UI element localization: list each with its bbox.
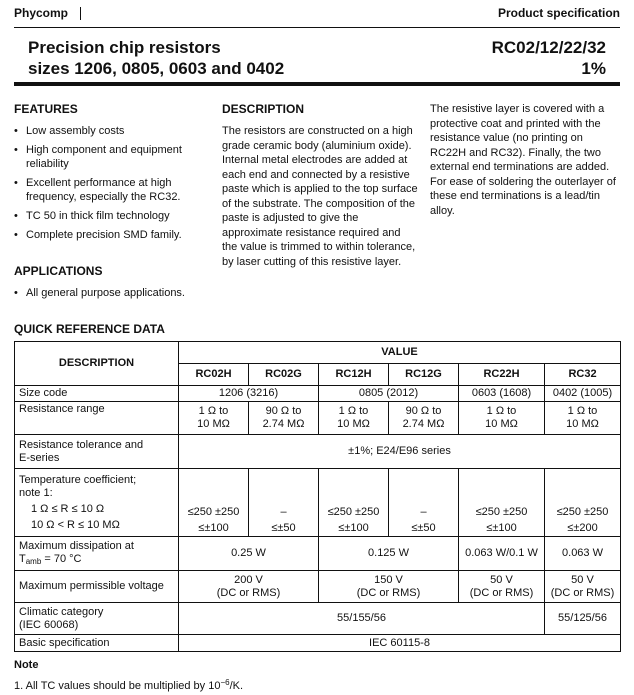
row-label: Size code [15,386,179,402]
table-cell: 0402 (1005) [545,386,621,402]
page-header [14,6,620,26]
table-cell: 150 V (DC or RMS) [319,571,459,603]
table-cell: 0.125 W [319,537,459,571]
applications-heading: APPLICATIONS [14,264,103,278]
table-cell: – ≤±50 [389,469,459,537]
list-item: • TC 50 in thick film technology [14,209,204,223]
table-cell: 0.063 W [545,537,621,571]
table-cell: 0.063 W/0.1 W [459,537,545,571]
company-name: Phycomp [14,6,69,20]
row-label: Temperature coefficient; note 1: 1 Ω ≤ R ≤ 10 Ω 10 Ω < R ≤ 10 MΩ [15,469,179,537]
col-description-header: DESCRIPTION [15,342,179,386]
type-header: RC12H [319,364,389,386]
list-item: • Low assembly costs [14,124,204,138]
note-text: 1. All TC values should be multiplied by $10^{-6}/K$. [14,678,244,692]
table-cell: 55/125/56 [545,603,621,635]
tolerance-title: 1% [581,59,606,78]
features-heading: FEATURES [14,102,78,116]
row-label: Maximum dissipation at $T_{amb} = 70$ °C [15,537,179,571]
applications-list [14,286,214,305]
description-paragraph-1: The resistors are constructed on a high grade ceramic body (aluminium oxide). Internal metal electrodes are added at each end and connected by a resistive paste which is applied to the top surface of the substrate. The composition of the paste is adjusted to give the approximate resistance required and the value is trimmed to within tolerance, by laser cutting of this resistive layer. [222,125,418,268]
table-cell: ≤250 ±250 ≤±100 [459,469,545,537]
table-cell: 1 Ω to 10 MΩ [545,402,621,435]
table-cell: 90 Ω to 2.74 MΩ [249,402,319,435]
qrd-heading: QUICK REFERENCE DATA [14,322,165,336]
table-row [15,469,621,537]
table-row [15,537,621,571]
features-list [14,124,204,247]
description-paragraph-2: The resistive layer is covered with a protective coat and printed with the resistance value (no printing on RC22H and RC32). Finally, the two external end terminations are added. For ease of soldering the outerlayer of these end terminations is a lead/tin alloy. [430,103,616,217]
header-rule [14,27,620,28]
table-row [15,635,621,652]
title-rule [14,82,620,86]
row-label: Resistance tolerance and E-series [15,435,179,469]
document-type: Product specification [497,6,620,20]
type-header: RC02H [179,364,249,386]
row-label: Maximum permissible voltage [15,571,179,603]
list-item: • All general purpose applications. [14,286,214,300]
table-cell: – ≤±50 [249,469,319,537]
title-line-1: Precision chip resistors [28,38,221,57]
product-code: RC02/12/22/32 [491,38,606,57]
table-row [15,603,621,635]
table-cell: 1 Ω to 10 MΩ [459,402,545,435]
table-cell: 1206 (3216) [179,386,319,402]
table-cell: 1 Ω to 10 MΩ [319,402,389,435]
type-header: RC32 [545,364,621,386]
table-row [15,435,621,469]
table-cell: 1 Ω to 10 MΩ [179,402,249,435]
header-tick [80,7,81,20]
table-cell: ≤250 ±250 ≤±100 [179,469,249,537]
list-item: • Complete precision SMD family. [14,228,204,242]
table-row [15,571,621,603]
row-label: Resistance range [15,402,179,435]
type-header: RC22H [459,364,545,386]
col-value-header: VALUE [179,342,621,364]
table-row [15,402,621,435]
table-cell: 0805 (2012) [319,386,459,402]
table-cell: 55/155/56 [179,603,545,635]
table-cell: 50 V (DC or RMS) [459,571,545,603]
title-line-2: sizes 1206, 0805, 0603 and 0402 [28,59,285,78]
row-label: Basic specification [15,635,179,652]
table-cell: 200 V (DC or RMS) [179,571,319,603]
table-cell: 0.25 W [179,537,319,571]
description-heading: DESCRIPTION [222,102,305,116]
table-cell: 0603 (1608) [459,386,545,402]
table-row [15,386,621,402]
table-cell: ±1%; E24/E96 series [179,435,621,469]
table-cell: 50 V (DC or RMS) [545,571,621,603]
type-header: RC12G [389,364,459,386]
quick-reference-table [14,341,621,652]
note-heading: Note [14,659,39,671]
table-cell: ≤250 ±250 ≤±100 [319,469,389,537]
type-header: RC02G [249,364,319,386]
list-item: • Excellent performance at high frequency, especially the RC32. [14,176,204,204]
list-item: • High component and equipment reliability [14,143,204,171]
table-cell: 90 Ω to 2.74 MΩ [389,402,459,435]
row-label: Climatic category (IEC 60068) [15,603,179,635]
table-cell: ≤250 ±250 ≤±200 [545,469,621,537]
table-cell: IEC 60115-8 [179,635,621,652]
